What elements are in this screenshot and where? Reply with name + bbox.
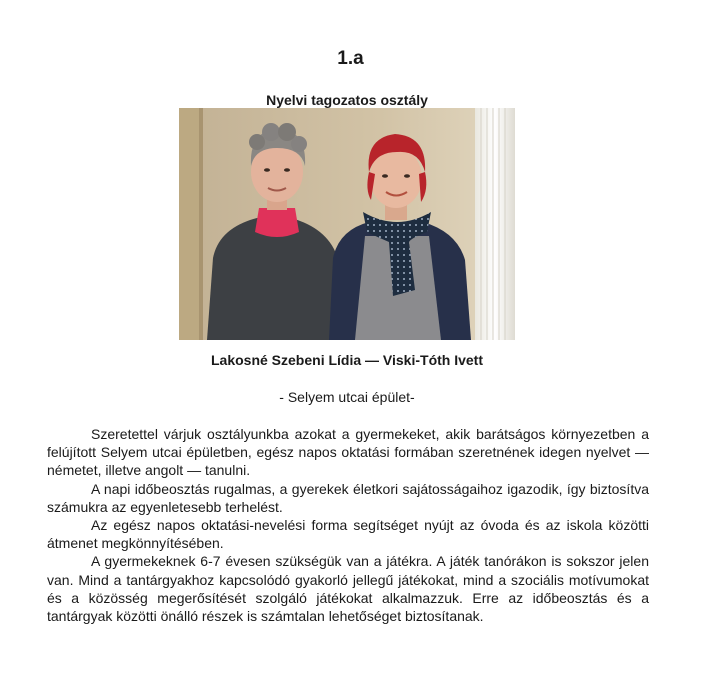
paragraph: Az egész napos oktatási-nevelési forma segítséget nyújt az óvoda és az iskola közötti átmenet megkönnyítésében. <box>47 517 649 552</box>
teachers-photo <box>179 108 515 340</box>
paragraph: A gyermekeknek 6-7 évesen szükségük van a játékra. A játék tanórákon is sokszor jelen van. Mind a tantárgyakhoz kapcsolódó gyakorló jellegű játékokat, mind a szociális motívumokat és a közösség megerősítését szolgáló játékokat alkalmazzuk. Erre az időbeosztás és a tantárgyak közötti önálló részek is számtalan lehetőséget biztosítanak. <box>47 553 649 625</box>
class-heading: 1.a <box>337 48 364 69</box>
paragraph: Szeretettel várjuk osztályunkba azokat a gyermekeket, akik barátságos környezetben a felújított Selyem utcai épületben, egész napos oktatási formában szeretnének idegen nyelvet — németet, illetve angolt — tanulni. <box>47 426 649 479</box>
teachers-names: Lakosné Szebeni Lídia — Viski-Tóth Ivett <box>210 352 484 368</box>
paragraph: A napi időbeosztás rugalmas, a gyerekek életkori sajátosságaihoz igazodik, így biztosítva számukra az egyenletesebb terhelést. <box>47 480 649 515</box>
class-description <box>47 425 649 625</box>
building-location: - Selyem utcai épület- <box>279 389 415 405</box>
class-subtitle: Nyelvi tagozatos osztály <box>266 92 428 108</box>
